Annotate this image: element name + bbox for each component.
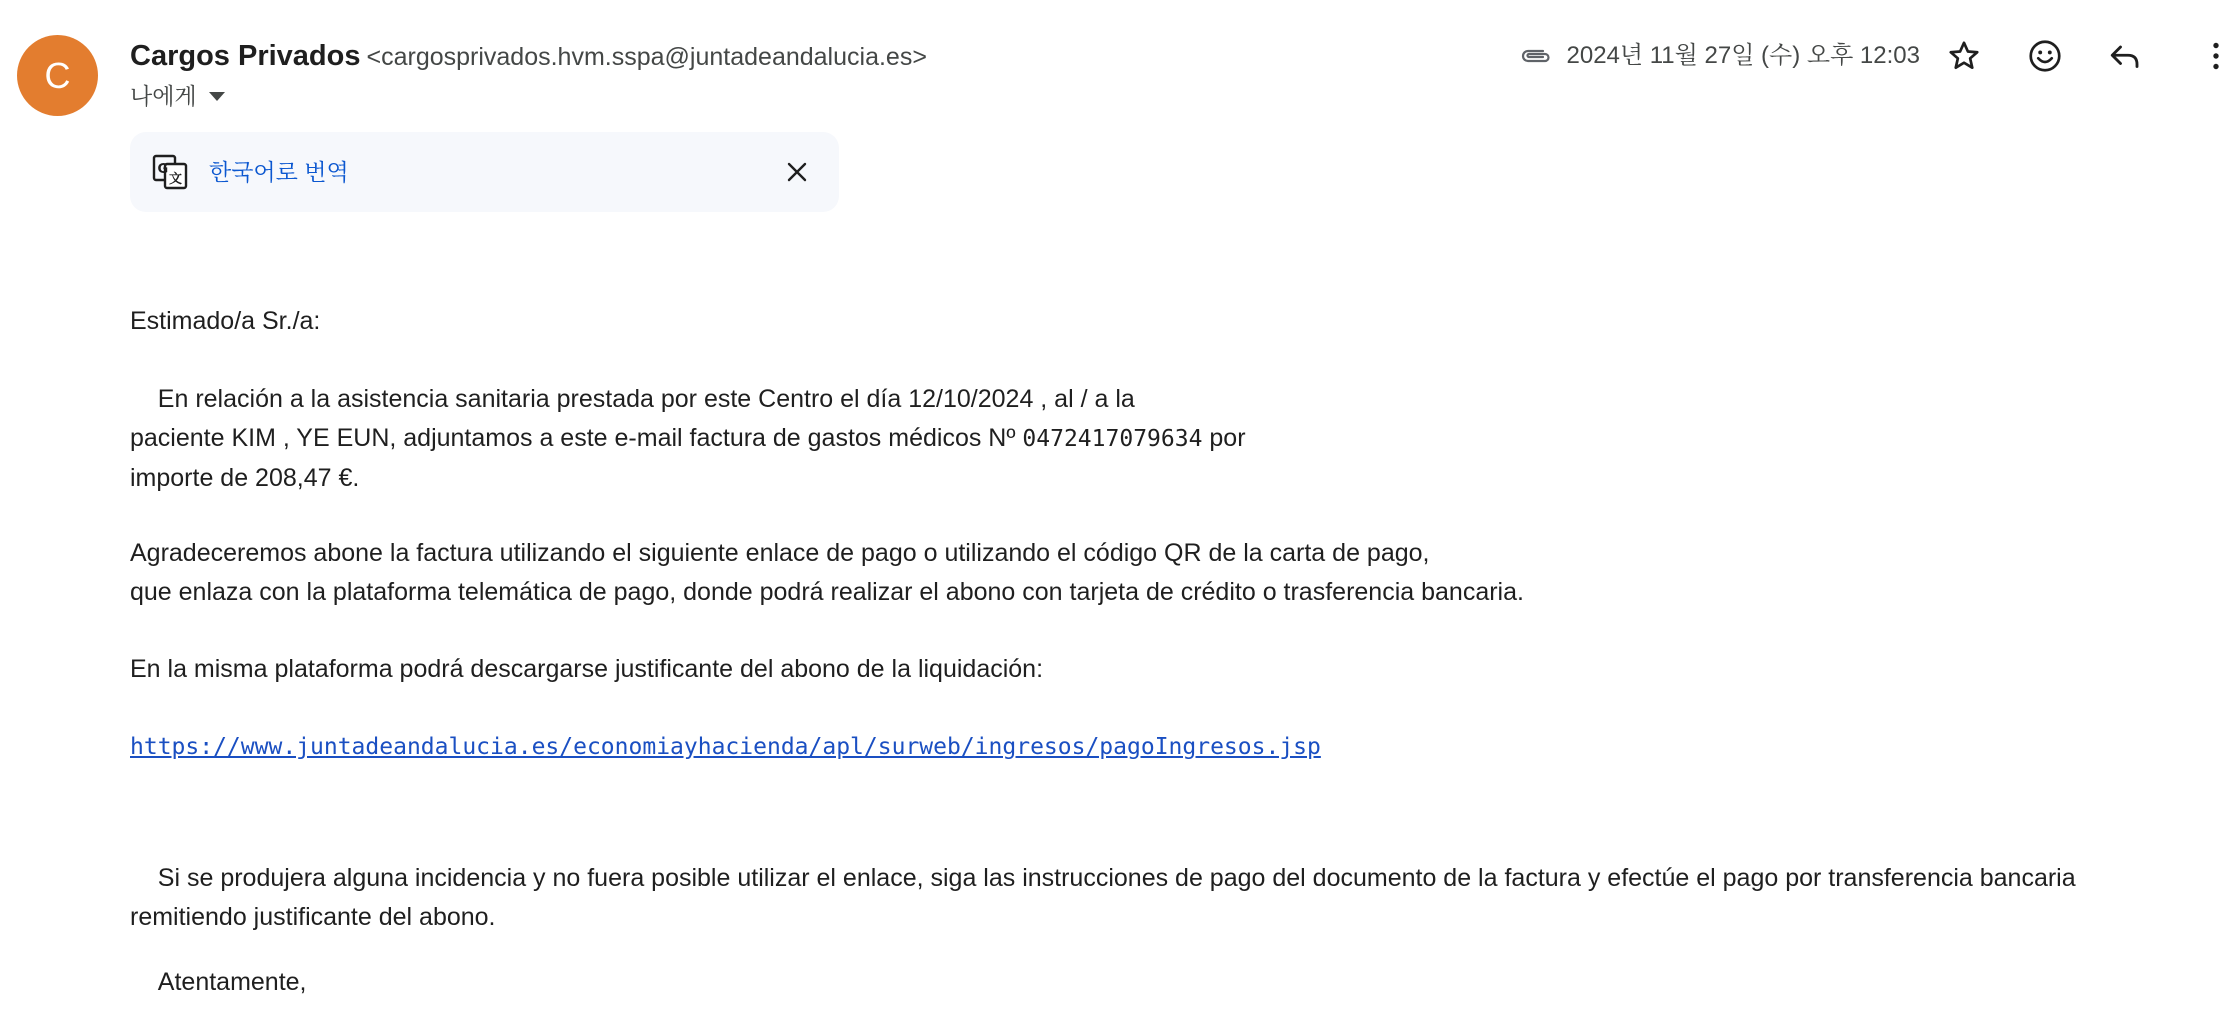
body-text: paciente KIM , YE EUN, adjuntamos a este e-mail factura de gastos médicos Nº (130, 424, 1023, 452)
closing: Atentamente, (130, 968, 307, 996)
sender-email[interactable]: <cargosprivados.hvm.sspa@juntadeandalucia.es> (366, 43, 927, 71)
emoji-icon (2027, 38, 2063, 74)
message-actions (1940, 32, 2240, 80)
invoice-number: 0472417079634 (1022, 426, 1203, 452)
recipient-details-toggle[interactable] (130, 80, 225, 112)
emoji-reaction-button[interactable] (2021, 32, 2069, 80)
avatar[interactable] (17, 35, 98, 116)
body-text-line (130, 419, 2210, 459)
payment-link[interactable]: https://www.juntadeandalucia.es/economiayhacienda/apl/surweb/ingresos/pagoIngresos.jsp (130, 734, 1321, 760)
sender (130, 36, 927, 81)
body-text-line: Agradeceremos abone la factura utilizando el siguiente enlace de pago o utilizando el código QR de la carta de pago, (130, 539, 1430, 567)
star-button[interactable] (1940, 32, 1988, 80)
avatar-letter: C (44, 54, 71, 96)
email-body (130, 302, 2210, 1002)
greeting: Estimado/a Sr./a: (130, 307, 321, 335)
body-text-line: Si se produjera alguna incidencia y no fuera posible utilizar el enlace, siga las instrucciones de pago del documento de la factura y efectúe el pago por transferencia bancaria (130, 864, 2076, 892)
payment-link-line (130, 727, 2210, 767)
translate-link[interactable]: 한국어로 번역 (209, 159, 349, 185)
recipient-label: 나에게 (130, 83, 197, 109)
body-text-line: remitiendo justificante del abono. (130, 903, 496, 931)
more-vert-icon (2198, 38, 2234, 74)
sender-name[interactable]: Cargos Privados (130, 40, 361, 72)
reply-button[interactable] (2101, 32, 2149, 80)
star-icon (1946, 38, 1982, 74)
email-date: 2024년 11월 27일 (수) 오후 12:03 (1566, 42, 1920, 69)
body-text-line: importe de 208,47 €. (130, 464, 360, 492)
caret-down-icon (209, 92, 225, 101)
translate-bar (130, 132, 839, 212)
more-options-button[interactable] (2192, 32, 2240, 80)
close-icon (785, 160, 809, 184)
paperclip-icon (1519, 46, 1553, 66)
svg-text:G: G (157, 162, 169, 177)
body-text-line: que enlaza con la plataforma telemática de pago, donde podrá realizar el abono con tarjeta de crédito o trasferencia bancaria. (130, 578, 1524, 606)
svg-text:文: 文 (169, 172, 183, 187)
google-translate-icon (152, 154, 188, 190)
reply-icon (2107, 38, 2143, 74)
body-text-line: En la misma plataforma podrá descargarse justificante del abono de la liquidación: (130, 655, 1044, 683)
email-meta (1519, 36, 1921, 76)
body-text-line: En relación a la asistencia sanitaria prestada por este Centro el día 12/10/2024 , al / a la (130, 385, 1135, 413)
close-translate-button[interactable] (777, 152, 817, 192)
body-text: por (1202, 424, 1246, 452)
